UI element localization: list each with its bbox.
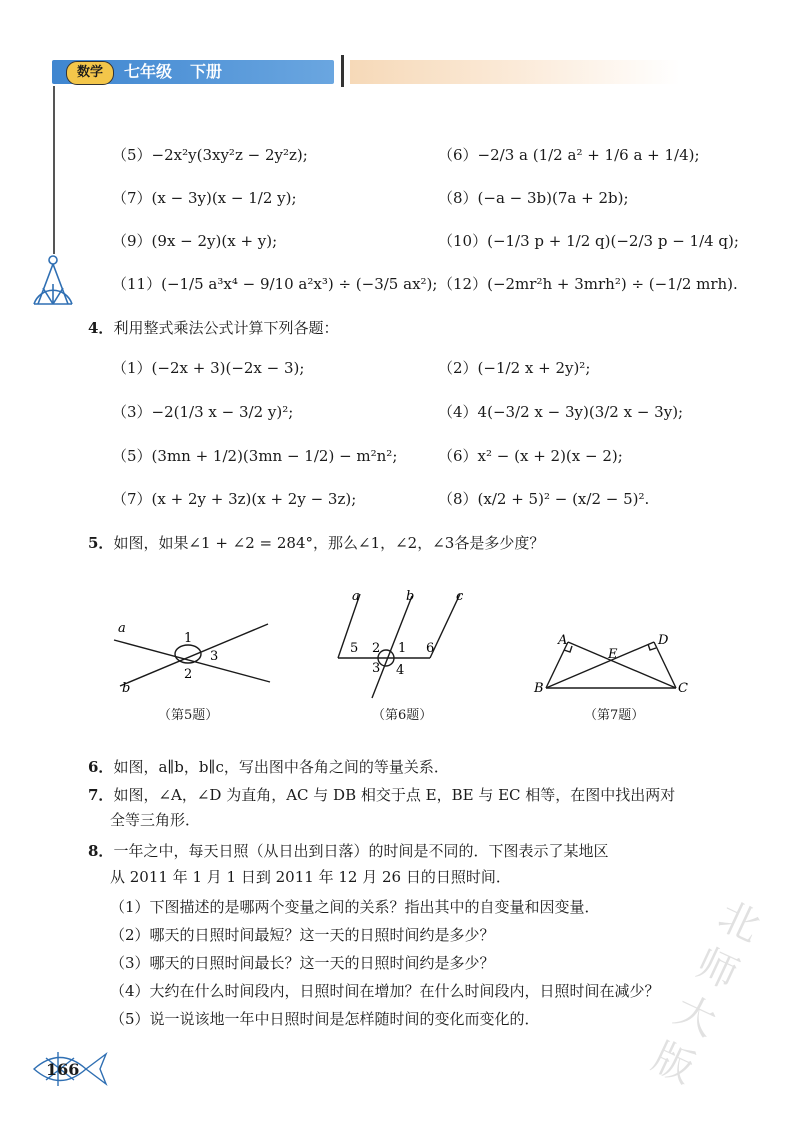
margin-line [53,86,55,254]
fig7-label-B: B [534,681,544,696]
subject-badge: 数学 [66,61,114,85]
fig5-label-3: 3 [210,649,219,664]
fig6-caption: （第6题） [372,708,433,723]
exercise-4-4: （4）4(−3/2 x − 3y)(3/2 x − 3y); [438,403,684,421]
exercise-4-1: （1）(−2x + 3)(−2x − 3); [112,359,305,377]
exercise-4-7: （7）(x + 2y + 3z)(x + 2y − 3z); [112,490,357,508]
fig6-label-3: 3 [372,661,381,676]
fig6-label-b: b [406,589,415,604]
fig7-label-D: D [658,633,669,648]
fig7-label-C: C [678,681,688,696]
exercise-4-3: （3）−2(1/3 x − 3/2 y)²; [112,403,294,421]
question-8-item-3: （3）哪天的日照时间最长？这一天的日照时间约是多少？ [110,954,495,972]
exercise-4-6: （6）x² − (x + 2)(x − 2); [438,447,623,465]
header-title [124,60,222,84]
exercise-4-2: （2）(−1/2 x + 2y)²; [438,359,591,377]
fig7-label-A: A [558,633,568,648]
fig6-label-2: 2 [372,641,381,656]
fig5-label-b: b [122,681,131,696]
question-8-cont: 从 2011 年 1 月 1 日到 2011 年 12 月 26 日的日照时间． [110,868,511,886]
fig6-label-6: 6 [426,641,435,656]
question-8: 8．一年之中，每天日照（从日出到日落）的时间是不同的．下图表示了某地区 [88,842,609,860]
question-8-item-5: （5）说一说该地一年中日照时间是怎样随时间的变化而变化的． [110,1010,540,1028]
question-8-item-1: （1）下图描述的是哪两个变量之间的关系？指出其中的自变量和因变量． [110,898,600,916]
question-4: 4．利用整式乘法公式计算下列各题： [88,319,339,337]
fig6-label-1: 1 [398,641,407,656]
fig5-label-2: 2 [184,667,193,682]
fig5-label-1: 1 [184,631,193,646]
fig7-label-E: E [608,647,618,662]
exercise-3-7: （7）(x − 3y)(x − 1/2 y); [112,189,297,207]
header-fade [350,60,680,84]
fig7-caption: （第7题） [584,708,645,723]
exercise-3-6: （6）−2/3 a (1/2 a² + 1/6 a + 1/4); [438,146,700,164]
exercise-3-8: （8）(−a − 3b)(7a + 2b); [438,189,629,207]
question-8-item-2: （2）哪天的日照时间最短？这一天的日照时间约是多少？ [110,926,495,944]
fig5-caption: （第5题） [158,708,219,723]
question-7: 7．如图，∠A，∠D 为直角，AC 与 DB 相交于点 E，BE 与 EC 相等，在图中找出两对 [88,786,676,804]
fig5-label-a: a [118,621,126,636]
fig6-label-4: 4 [396,663,405,678]
exercise-4-8: （8）(x/2 + 5)² − (x/2 − 5)². [438,490,650,508]
exercise-3-5: （5）−2x²y(3xy²z − 2y²z); [112,146,308,164]
question-6: 6．如图，a∥b，b∥c，写出图中各角之间的等量关系． [88,758,449,776]
exercise-3-9: （9）(9x − 2y)(x + y); [112,232,278,250]
grade-label: 七年级 [124,62,173,81]
question-5: 5．如图，如果∠1 + ∠2 = 284°，那么∠1，∠2，∠3各是多少度？ [88,534,545,552]
volume-label: 下册 [190,62,223,81]
fig6-label-5: 5 [350,641,359,656]
figure-6 [330,588,480,700]
figure-5 [110,610,280,700]
exercise-3-10: （10）(−1/3 p + 1/2 q)(−2/3 p − 1/4 q); [438,232,739,250]
question-8-item-4: （4）大约在什么时间段内，日照时间在增加？在什么时间段内，日照时间在减少？ [110,982,660,1000]
figure-7 [530,630,690,702]
watermark: 北师大版 [645,892,767,1093]
question-7-cont: 全等三角形． [110,811,201,829]
fig6-label-a: a [352,589,360,604]
exercise-3-11: （11）(−1/5 a³x⁴ − 9/10 a²x³) ÷ (−3/5 ax²); [112,275,438,293]
compass-icon [28,252,78,308]
header-divider [341,55,344,87]
exercise-4-5: （5）(3mn + 1/2)(3mn − 1/2) − m²n²; [112,447,398,465]
page-number: 166 [46,1060,80,1079]
fig6-label-c: c [456,589,464,604]
exercise-3-12: （12）(−2mr²h + 3mrh²) ÷ (−1/2 mrh). [438,275,738,293]
